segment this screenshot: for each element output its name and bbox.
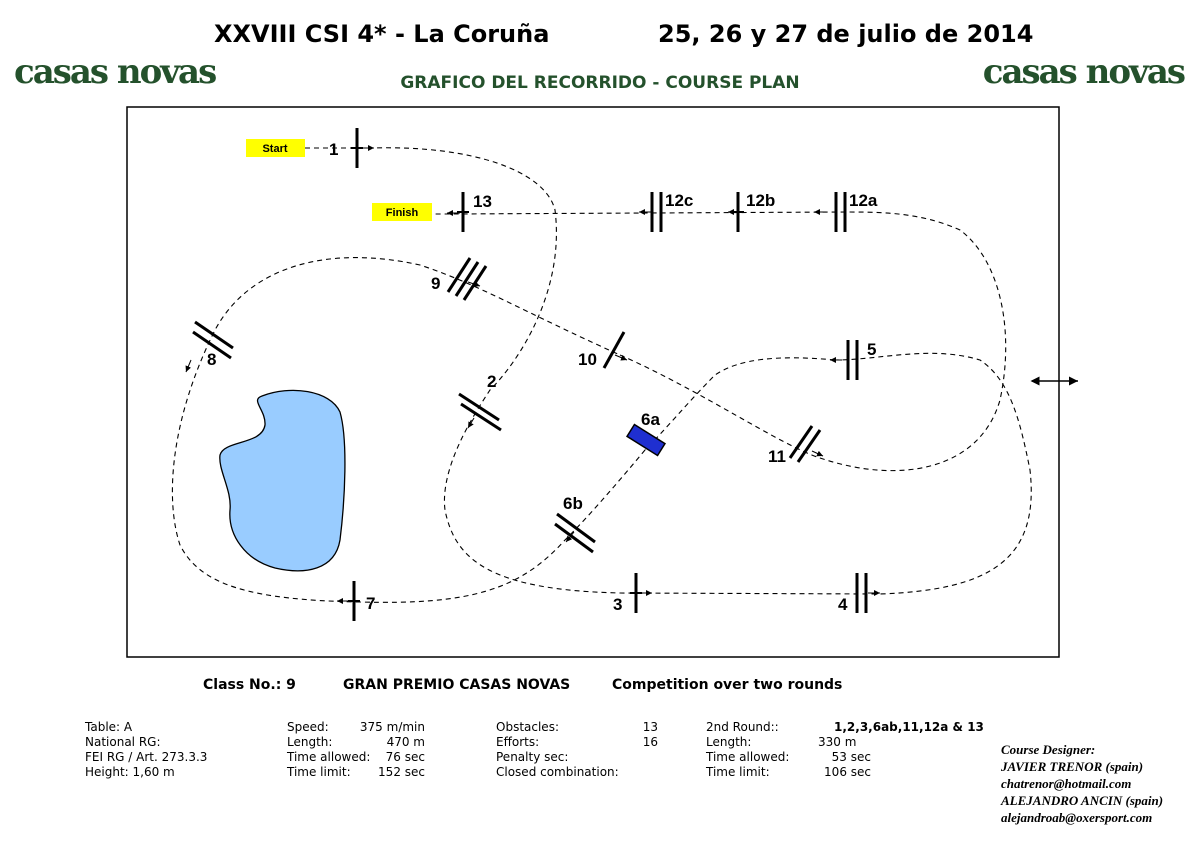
fence-label-6b: 6b	[563, 494, 583, 513]
speed-value: 375 m/min	[359, 720, 425, 734]
fence-12c	[652, 192, 661, 232]
efforts-row	[496, 735, 658, 750]
second-time-limit-label: Time limit:	[706, 765, 770, 779]
time-allowed-row	[287, 750, 425, 765]
fence-label-7: 7	[366, 594, 376, 613]
details-col4	[706, 720, 984, 780]
water-obstacle	[220, 390, 345, 570]
fence-label-6a: 6a	[641, 410, 660, 429]
fence-2	[459, 394, 501, 430]
fence-label-12b: 12b	[746, 191, 776, 210]
second-time-allowed-value: 53 sec	[831, 750, 871, 764]
arena-boundary	[127, 107, 1059, 657]
fence-label-9: 9	[431, 274, 441, 293]
designer-name-1: JAVIER TRENOR (spain)	[1001, 759, 1144, 774]
time-allowed-value: 76 sec	[385, 750, 425, 764]
event-title: XXVIII CSI 4* - La Coruña	[214, 20, 550, 48]
fence-label-4: 4	[838, 595, 848, 614]
second-length-row	[706, 735, 871, 750]
closed-combination-label: Closed combination:	[496, 765, 619, 779]
designer-name-2: ALEJANDRO ANCIN (spain)	[1001, 793, 1164, 808]
second-time-limit-row	[706, 765, 871, 780]
second-time-allowed-label: Time allowed:	[706, 750, 790, 764]
fence-9	[448, 258, 486, 300]
fence-10	[604, 332, 624, 368]
event-dates: 25, 26 y 27 de julio de 2014	[658, 20, 1034, 48]
time-allowed-label: Time allowed:	[287, 750, 371, 764]
class-number: Class No.: 9	[203, 677, 296, 693]
second-round-row	[706, 720, 984, 735]
fence-3	[630, 573, 642, 613]
fence-6a	[627, 425, 665, 456]
fence-1	[351, 128, 363, 168]
details-col2	[287, 720, 425, 780]
fence-12a	[836, 192, 845, 232]
second-round-label: 2nd Round::	[706, 720, 779, 734]
second-length-label: Length:	[706, 735, 752, 749]
fei-rg: FEI RG / Art. 273.3.3	[85, 750, 208, 764]
height: Height: 1,60 m	[85, 765, 175, 779]
course-designer	[1001, 741, 1163, 826]
fence-label-3: 3	[613, 595, 623, 614]
fence-label-2: 2	[487, 372, 497, 391]
obstacles-value: 13	[642, 720, 658, 734]
length-row	[287, 735, 425, 750]
efforts-value: 16	[642, 735, 658, 749]
fence-label-1: 1	[329, 140, 339, 159]
designer-email-2: alejandroab@oxersport.com	[1001, 810, 1153, 825]
penalty-row	[496, 750, 658, 765]
speed-label: Speed:	[287, 720, 329, 734]
fence-label-12a: 12a	[849, 191, 878, 210]
national-rg: National RG:	[85, 735, 161, 749]
details-col3	[496, 720, 658, 780]
second-round-value: 1,2,3,6ab,11,12a & 13	[834, 720, 984, 734]
designer-email-1: chatrenor@hotmail.com	[1001, 776, 1132, 791]
designer-heading: Course Designer:	[1001, 742, 1096, 757]
fence-6b	[555, 514, 595, 552]
second-time-limit-value: 106 sec	[824, 765, 871, 779]
obstacles-row	[496, 720, 658, 735]
length-value: 470 m	[386, 735, 425, 749]
obstacles-label: Obstacles:	[496, 720, 559, 734]
fence-label-11: 11	[768, 447, 786, 466]
efforts-label: Efforts:	[496, 735, 540, 749]
second-length-value: 330 m	[818, 735, 857, 749]
penalty-label: Penalty sec:	[496, 750, 569, 764]
start-label: Start	[262, 143, 288, 155]
logo-right: casas novas	[982, 52, 1184, 92]
fence-label-13: 13	[473, 192, 492, 211]
fence-5	[848, 340, 857, 380]
class-format: Competition over two rounds	[612, 677, 843, 693]
course-plan-subtitle: GRAFICO DEL RECORRIDO - COURSE PLAN	[400, 73, 800, 93]
fence-4	[857, 573, 866, 613]
closed-combination-row	[496, 765, 658, 780]
details-col1	[85, 720, 207, 780]
table-type: Table: A	[85, 720, 133, 734]
time-limit-row	[287, 765, 425, 780]
class-name: GRAN PREMIO CASAS NOVAS	[343, 677, 571, 693]
finish-label: Finish	[385, 207, 419, 219]
fence-label-8: 8	[207, 350, 217, 369]
fence-label-12c: 12c	[665, 191, 694, 210]
logo-left: casas novas	[14, 52, 216, 92]
fence-label-10: 10	[578, 350, 597, 369]
time-limit-value: 152 sec	[378, 765, 425, 779]
fence-7	[348, 581, 360, 621]
fence-13	[457, 192, 469, 232]
time-limit-label: Time limit:	[287, 765, 351, 779]
fence-12b	[732, 192, 744, 232]
second-time-allowed-row	[706, 750, 871, 765]
speed-row	[287, 720, 425, 735]
fence-label-5: 5	[867, 340, 877, 359]
length-label: Length:	[287, 735, 333, 749]
